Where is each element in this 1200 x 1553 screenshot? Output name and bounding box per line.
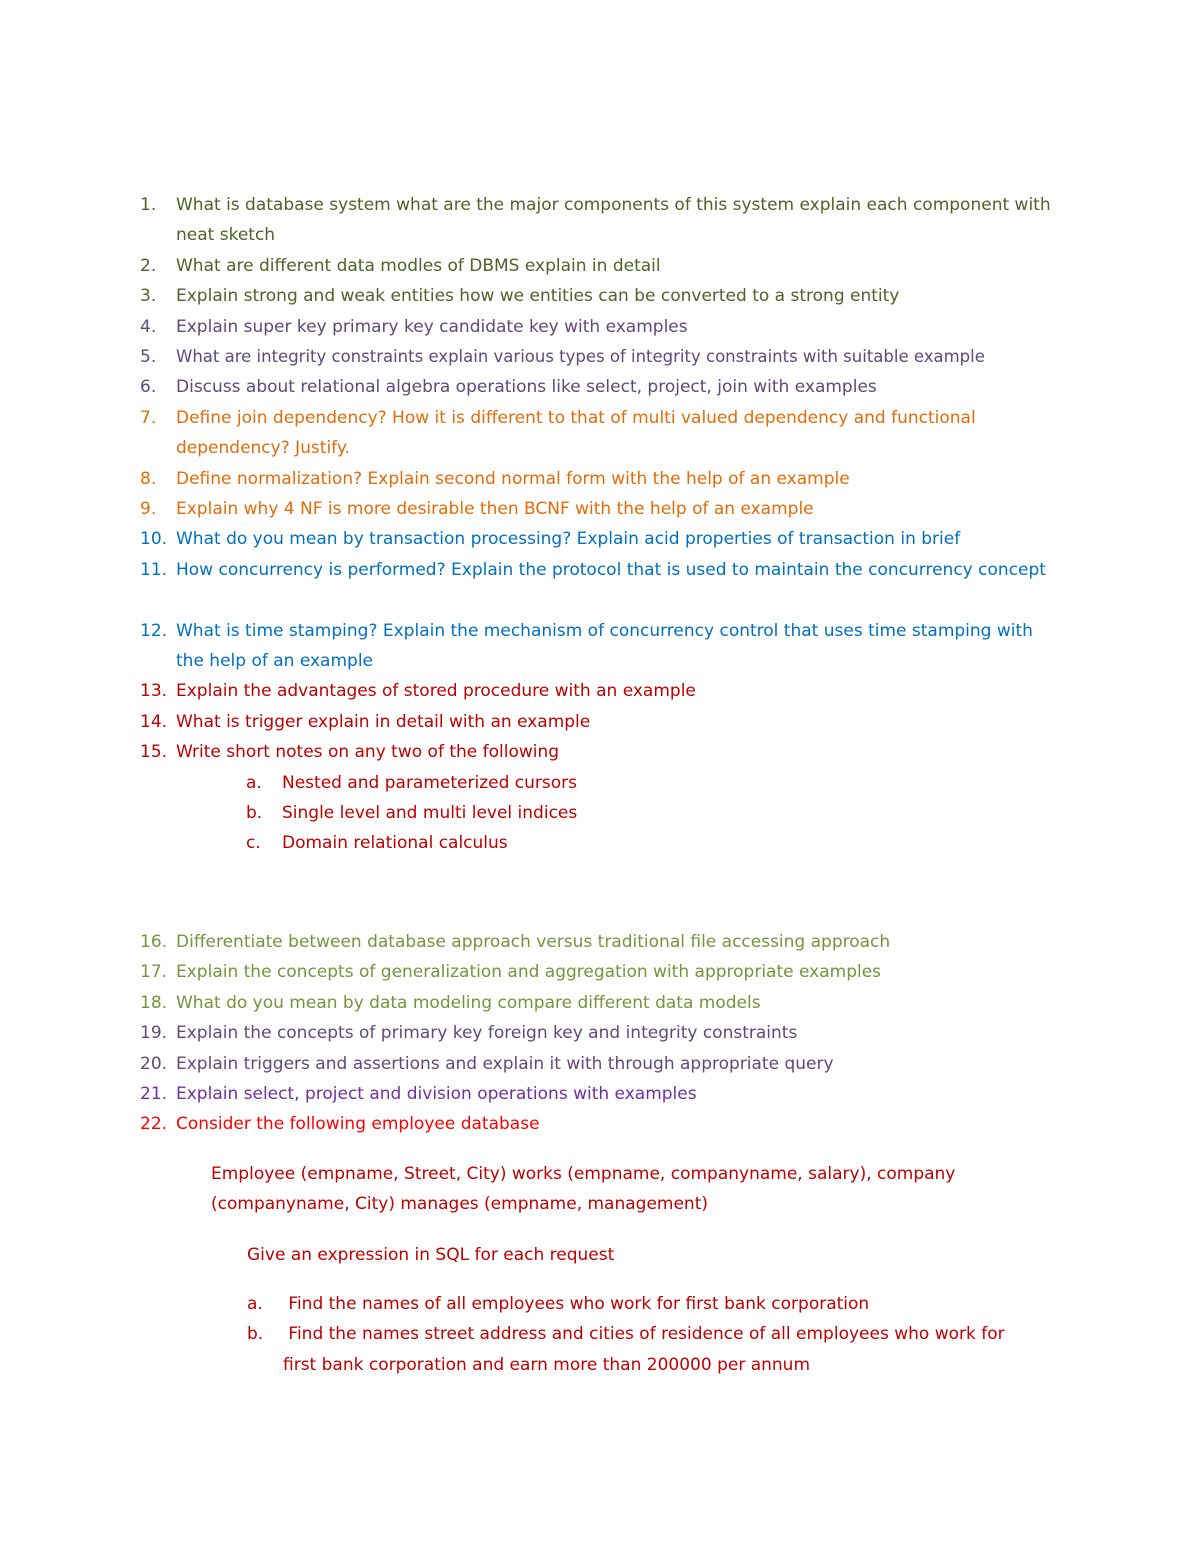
item-number: 17. bbox=[140, 962, 168, 983]
item-text: How concurrency is performed? Explain the protocol that is used to maintain the concurrency concept bbox=[176, 559, 1046, 580]
list-item bbox=[0, 737, 1056, 767]
list-item bbox=[0, 616, 1056, 677]
schema-text: Employee (empname, Street, City) works (empname, companyname, salary), company (companyname, City) manages (empname, management) bbox=[211, 1164, 956, 1215]
item-text: Discuss about relational algebra operations like select, project, join with examples bbox=[176, 377, 877, 398]
sql-request-list bbox=[0, 1289, 1200, 1380]
list-item bbox=[0, 927, 1056, 957]
sql-intro bbox=[247, 1240, 1007, 1270]
item-number: 20. bbox=[140, 1053, 168, 1074]
sql-intro-text: Give an expression in SQL for each request bbox=[247, 1245, 615, 1265]
item-text: Consider the following employee database bbox=[176, 1114, 540, 1135]
list-item bbox=[0, 555, 1056, 616]
item-text: Domain relational calculus bbox=[282, 833, 508, 854]
list-item bbox=[0, 1109, 1056, 1139]
item-text: Nested and parameterized cursors bbox=[282, 772, 578, 793]
list-item bbox=[0, 281, 1056, 311]
sql-request-item bbox=[0, 1289, 1043, 1319]
item-number: 14. bbox=[140, 711, 168, 732]
item-letter: a. bbox=[246, 772, 262, 793]
item-text: What do you mean by data modeling compare different data models bbox=[176, 992, 761, 1013]
list-item bbox=[0, 403, 1056, 464]
list-item bbox=[0, 707, 1056, 737]
item-number: 21. bbox=[140, 1084, 168, 1105]
list-item bbox=[0, 676, 1056, 706]
item-number: 15. bbox=[140, 742, 168, 763]
item-letter: b. bbox=[247, 1324, 264, 1345]
question-list-2 bbox=[0, 927, 1200, 1140]
item-text: Explain select, project and division operations with examples bbox=[176, 1084, 697, 1105]
item-number: 18. bbox=[140, 992, 168, 1013]
item-letter: a. bbox=[247, 1294, 263, 1314]
list-item bbox=[0, 1018, 1056, 1048]
list-item bbox=[0, 342, 1076, 372]
item-text: Find the names of all employees who work for first bank corporation bbox=[283, 1294, 870, 1314]
list-item bbox=[0, 1049, 1056, 1079]
item-text: What do you mean by transaction processing? Explain acid properties of transaction in brief bbox=[176, 529, 961, 550]
item-text: Explain triggers and assertions and explain it with through appropriate query bbox=[176, 1053, 834, 1074]
item-number: 6. bbox=[140, 377, 157, 398]
sub-list-item bbox=[0, 768, 1062, 798]
item-text: Explain the concepts of generalization and aggregation with appropriate examples bbox=[176, 962, 882, 983]
item-text: Explain the concepts of primary key foreign key and integrity constraints bbox=[176, 1023, 798, 1044]
item-number: 3. bbox=[140, 286, 157, 307]
list-item bbox=[0, 1079, 1056, 1109]
list-item bbox=[0, 251, 1056, 281]
item-number: 4. bbox=[140, 316, 157, 337]
question-list-1 bbox=[0, 190, 1200, 859]
list-item bbox=[0, 957, 1056, 987]
item-text: Define normalization? Explain second normal form with the help of an example bbox=[176, 468, 850, 489]
item-number: 19. bbox=[140, 1023, 168, 1044]
item-text: What is database system what are the major components of this system explain each component with neat sketch bbox=[176, 195, 1051, 246]
item-text: Write short notes on any two of the following bbox=[176, 742, 560, 763]
item-number: 13. bbox=[140, 681, 168, 702]
list-item bbox=[0, 494, 1056, 524]
item-number: 7. bbox=[140, 407, 157, 428]
item-number: 16. bbox=[140, 932, 168, 952]
item-text: Find the names street address and cities of residence of all employees who work for first bank corporation and earn more than 200000 per annum bbox=[283, 1324, 1011, 1375]
item-letter: b. bbox=[246, 803, 263, 824]
item-number: 11. bbox=[140, 559, 168, 580]
item-number: 5. bbox=[140, 347, 157, 368]
item-number: 9. bbox=[140, 499, 157, 520]
item-text: Explain super key primary key candidate key with examples bbox=[176, 316, 688, 337]
item-number: 22. bbox=[140, 1114, 168, 1135]
item-text: What are different data modles of DBMS explain in detail bbox=[176, 255, 661, 276]
list-item bbox=[0, 524, 1056, 554]
list-item bbox=[0, 464, 1056, 494]
item-text: What are integrity constraints explain various types of integrity constraints with suitable example bbox=[176, 347, 985, 367]
item-text: Define join dependency? How it is different to that of multi valued dependency and functional dependency? Justify. bbox=[176, 407, 976, 459]
list-item bbox=[0, 372, 1056, 402]
item-text: Explain the advantages of stored procedure with an example bbox=[176, 681, 696, 702]
item-text: Explain strong and weak entities how we entities can be converted to a strong entity bbox=[176, 286, 900, 307]
sql-request-item bbox=[0, 1319, 1043, 1380]
item-text: Differentiate between database approach versus traditional file accessing approach bbox=[176, 932, 891, 952]
list-item bbox=[0, 988, 1056, 1018]
item-number: 10. bbox=[140, 529, 168, 550]
item-number: 1. bbox=[140, 195, 157, 215]
item-text: What is trigger explain in detail with an example bbox=[176, 711, 591, 732]
item-text: Explain why 4 NF is more desirable then BCNF with the help of an example bbox=[176, 499, 814, 520]
sub-list-item bbox=[0, 798, 1062, 828]
sub-list-item bbox=[0, 828, 1062, 858]
list-item bbox=[0, 190, 1056, 251]
schema-paragraph bbox=[211, 1159, 1001, 1220]
item-letter: c. bbox=[246, 833, 261, 854]
item-text: What is time stamping? Explain the mechanism of concurrency control that uses time stamping with the help of an example bbox=[176, 620, 1033, 672]
list-item bbox=[0, 312, 1056, 342]
item-number: 8. bbox=[140, 468, 157, 489]
item-text: Single level and multi level indices bbox=[282, 803, 578, 824]
item-number: 12. bbox=[140, 620, 168, 641]
item-number: 2. bbox=[140, 255, 157, 276]
